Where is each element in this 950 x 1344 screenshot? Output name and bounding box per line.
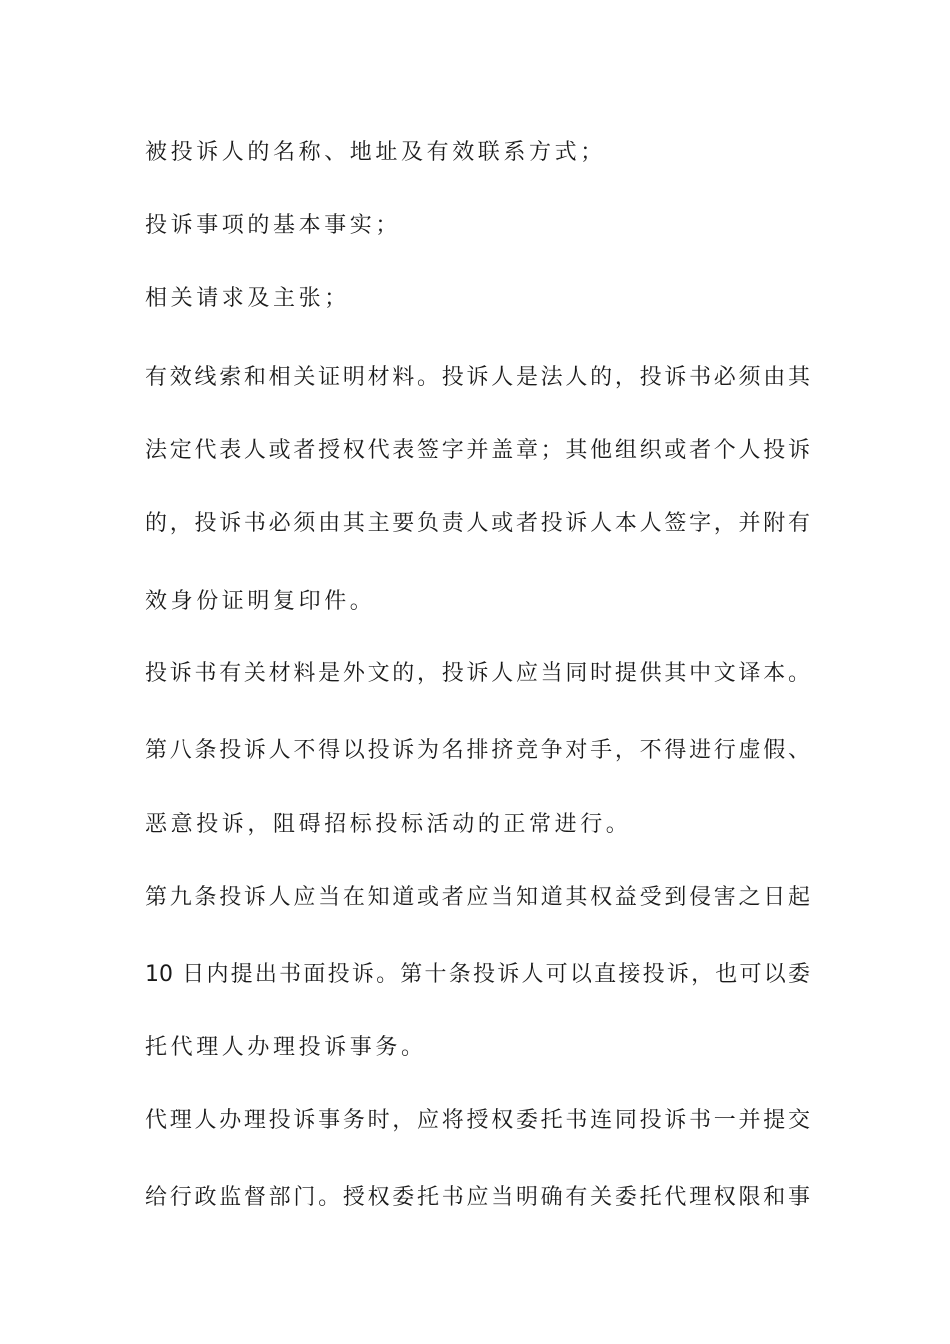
- text-line-3: 相关请求及主张；: [145, 286, 350, 311]
- text-line-2: 投诉事项的基本事实；: [145, 213, 402, 238]
- text-line-12: 10 日内提出书面投诉。第十条投诉人可以直接投诉，也可以委: [145, 962, 810, 987]
- text-line-7: 效身份证明复印件。: [145, 589, 376, 614]
- text-line-13: 托代理人办理投诉事务。: [145, 1035, 427, 1060]
- text-line-4: 有效线索和相关证明材料。投诉人是法人的，投诉书必须由其: [145, 365, 810, 390]
- text-line-1: 被投诉人的名称、地址及有效联系方式；: [145, 140, 606, 165]
- text-line-6: 的，投诉书必须由其主要负责人或者投诉人本人签字，并附有: [145, 511, 810, 536]
- text-line-9: 第八条投诉人不得以投诉为名排挤竞争对手，不得进行虚假、: [145, 738, 810, 763]
- text-line-8: 投诉书有关材料是外文的，投诉人应当同时提供其中文译本。: [145, 661, 810, 686]
- text-line-14: 代理人办理投诉事务时，应将授权委托书连同投诉书一并提交: [145, 1108, 810, 1133]
- text-line-11: 第九条投诉人应当在知道或者应当知道其权益受到侵害之日起: [145, 885, 810, 910]
- text-line-15: 给行政监督部门。授权委托书应当明确有关委托代理权限和事: [145, 1185, 810, 1210]
- text-line-10: 恶意投诉，阻碍招标投标活动的正常进行。: [145, 812, 632, 837]
- text-line-5: 法定代表人或者授权代表签字并盖章；其他组织或者个人投诉: [145, 438, 810, 463]
